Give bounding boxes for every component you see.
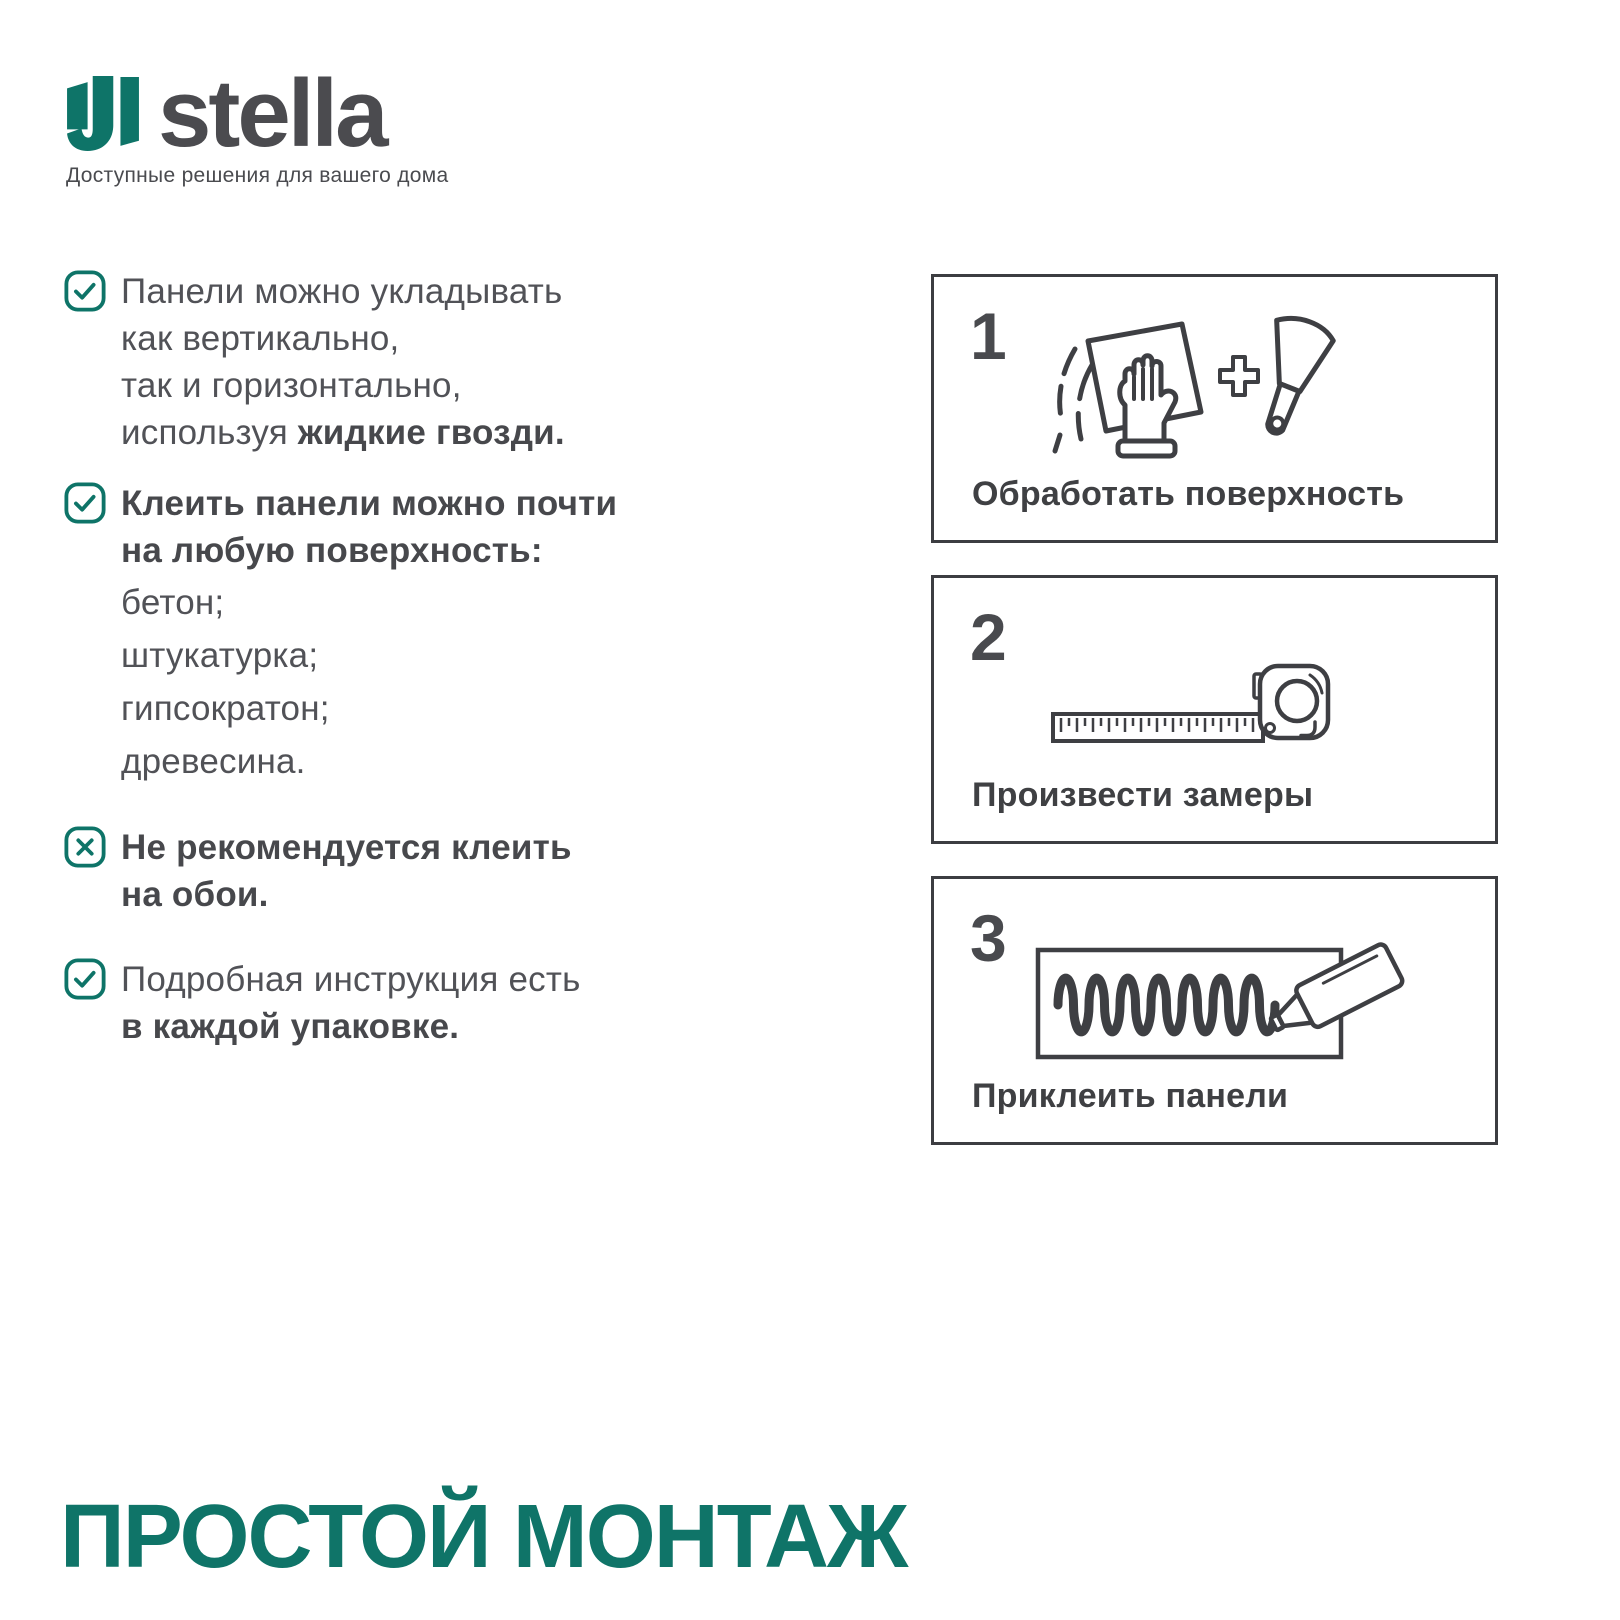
bullet-line: Панели можно укладывать — [121, 272, 563, 311]
bullet-item-1 — [64, 268, 754, 456]
steps-column — [931, 274, 1498, 1177]
step-label: Произвести замеры — [972, 776, 1314, 814]
cross-icon — [64, 826, 106, 868]
bullet-line: так и горизонтально, — [121, 366, 462, 405]
bullet-line: на любую поверхность: — [121, 531, 543, 570]
check-icon — [64, 270, 106, 312]
bullet-list — [64, 268, 754, 1074]
bullet-item-4 — [64, 956, 754, 1050]
surface-item: штукатурка; — [121, 636, 319, 675]
bullet-line: используя жидкие гвозди. — [121, 413, 565, 452]
step-number: 3 — [970, 901, 1007, 975]
tape-measure-icon — [1051, 664, 1331, 744]
bullet-item-2 — [64, 480, 754, 788]
step-number: 1 — [970, 299, 1007, 373]
check-icon — [64, 482, 106, 524]
wipe-surface-icon — [1049, 319, 1339, 461]
surface-item: бетон; — [121, 583, 225, 622]
bullet-line: в каждой упаковке. — [121, 1007, 460, 1046]
step-label: Обработать поверхность — [972, 475, 1405, 513]
step-number: 2 — [970, 600, 1007, 674]
bullet-item-3 — [64, 824, 754, 918]
bullet-line: на обои. — [121, 875, 269, 914]
surface-list — [121, 576, 617, 788]
stella-logo-icon — [66, 76, 140, 152]
check-icon — [64, 958, 106, 1000]
brand-tagline: Доступные решения для вашего дома — [66, 164, 449, 187]
bullet-line: как вертикально, — [121, 319, 400, 358]
bullet-line: Клеить панели можно почти — [121, 484, 618, 523]
step-card-1 — [931, 274, 1498, 543]
brand-name: stella — [158, 60, 386, 167]
bullet-line: Не рекомендуется клеить — [121, 828, 572, 867]
bullet-line: Подробная инструкция есть — [121, 960, 581, 999]
surface-item: древесина. — [121, 742, 306, 781]
footer-title: ПРОСТОЙ МОНТАЖ — [60, 1487, 907, 1587]
glue-tube-icon — [1038, 950, 1408, 1060]
brand-logo — [66, 60, 449, 188]
step-label: Приклеить панели — [972, 1077, 1289, 1115]
surface-item: гипсократон; — [121, 689, 330, 728]
step-card-3 — [931, 876, 1498, 1145]
step-card-2 — [931, 575, 1498, 844]
